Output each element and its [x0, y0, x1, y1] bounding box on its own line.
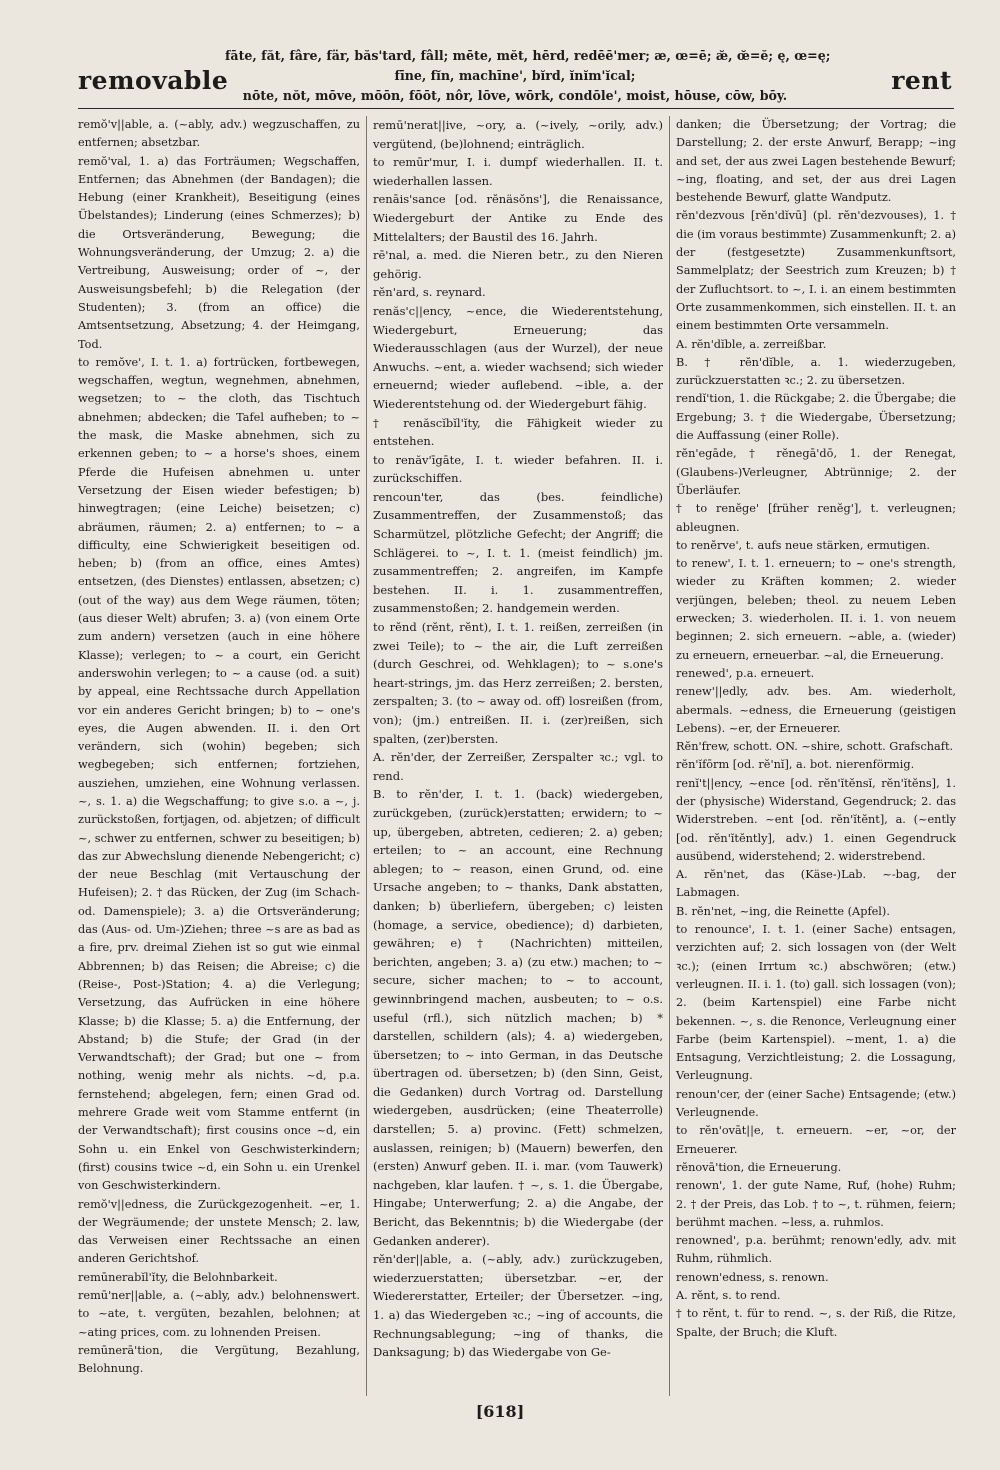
dictionary-entry: remŏ'v||edness, die Zurückgezogenheit. ~er, 1. der Wegräumende; der unstete Mensch; 2. law, das Verweisen einer Rechtssache an einen anderen Gerichtshof. [78, 1197, 360, 1266]
entry-column-3 [676, 116, 956, 1342]
dictionary-entry: rĕn'egāde, † rĕnegā'dō, 1. der Renegat, (Glaubens-)Verleugner, Abtrünnige; 2. der Überläufer. [676, 447, 956, 497]
dictionary-entry: Rĕn'frew, schott. ON. ~shire, schott. Grafschaft. [676, 740, 954, 754]
dictionary-entry: † to renĕge' [früher renĕg'], t. verleugnen; ableugnen. [676, 502, 956, 534]
dictionary-entry: to renew', I. t. 1. erneuern; to ~ one's strength, wieder zu Kräften kommen; 2. wieder verjüngen, beleben; theol. zu neuem Leben erwecken; 3. wiederholen. II. i. 1. von neuem beginnen; 2. sich erneuern. ~able, a. (wieder) zu erneuern, erneuerbar. ~al, die Erneuerung. [676, 557, 956, 662]
pronunciation-key [225, 46, 831, 106]
dictionary-entry: renāis'sance [od. rĕnäsŏns'], die Renaissance, Wiedergeburt der Antike zu Ende des Mittelalters; der Baustil des 16. Jahrh. [373, 192, 663, 244]
dictionary-entry: renăs'c||ency, ~ence, die Wiederentstehung, Wiedergeburt, Erneuerung; das Wiederausschlagen (aus der Wurzel), der neue Anwuchs. ~ent, a. wieder wachsend; sich wieder erneuernd; wieder auflebend. ~ible, a. der Wiederentstehung od. der Wiedergeburt fähig. [373, 303, 663, 411]
dictionary-entry: A. rĕn'dĭble, a. zerreißbar. [676, 337, 827, 351]
entry-column-2 [373, 116, 663, 1362]
dictionary-entry: to rĕnd (rĕnt, rĕnt), I. t. 1. reißen, zerreißen (in zwei Teile); to ~ the air, die Luft zerreißen (durch Geschrei, od. Wehklagen); to ~ s.one's heart-strings, jm. das Herz zerreißen; 2. bersten, zerspalten; 3. (to ~ away od. off) losreißen (from, von); (jm.) entreißen. II. i. (zer)reißen, sich spalten, (zer)bersten. [373, 620, 663, 746]
dictionary-entry: A. rĕn'net, das (Käse-)Lab. ~-bag, der Labmagen. [676, 868, 956, 900]
dictionary-entry: † renăscĭbĭl'ĭty, die Fähigkeit wieder zu entstehen. [373, 415, 663, 449]
dictionary-entry: renowned', p.a. berühmt; renown'edly, adv. mit Ruhm, rühmlich. [676, 1234, 956, 1266]
column-divider [669, 116, 670, 1396]
dictionary-entry: rĕn'der||able, a. (~ably, adv.) zurückzugeben, wiederzuerstatten; übersetzbar. ~er, der Wiedererstatter, Erteiler; der Übersetzer. ~ing, 1. a) das Wiedergeben ꝛc.; ~ing of accounts, die Rechnungsablegung; ~ing of thanks, die Danksagung; b) das Wiedergabe von Ge- [373, 1252, 663, 1360]
entry-column-1 [78, 116, 360, 1378]
dictionary-entry: to rĕn'ovāt||e, t. erneuern. ~er, ~or, der Erneuerer. [676, 1124, 956, 1156]
pronunciation-key-line: nōte, nŏt, mōve, mōōn, fōōt, nôr, lōve, wōrk, condōle', moist, hōuse, cōw, bōy. [242, 88, 788, 103]
running-header [0, 0, 1000, 110]
dictionary-entry: rendĭ'tion, 1. die Rückgabe; 2. die Übergabe; die Ergebung; 3. † die Wiedergabe, Übersetzung; die Auffassung (einer Rolle). [676, 392, 956, 443]
dictionary-entry: remŏ'val, 1. a) das Forträumen; Wegschaffen, Entfernen; das Abnehmen (der Bandagen); die Hebung (einer Krankheit), Beseitigung (eines Übelstandes); Linderung (eines Schmerzes); b) die Ortsveränderung, Bewegung; die Wohnungsveränderung, der Umzug; 2. a) die Vertreibung, Ausweisung; order of ~, der Ausweisungsbefehl; b) die Relegation (der Studenten); 3. (from an office) die Amtsentsetzung, Absetzung; 4. der Heimgang, Tod. [78, 154, 360, 351]
column-divider [366, 116, 367, 1396]
dictionary-entry: rĕn'ĭfōrm [od. rĕ'nĭ], a. bot. nierenförmig. [676, 758, 915, 772]
dictionary-entry: rĕn'dezvous [rĕn'dĭvū] (pl. rĕn'dezvouses), 1. † die (im voraus bestimmte) Zusammenkunft; 2. a) der (festgesetzte) Zusammenkunftsort, Sammelplatz; der Seestrich zum Kreuzen; b) † der Zufluchtsort. to ~, I. i. an einem bestimmten Orte zusammenkommen, sich einstellen. II. t. an einem bestimmten Orte versammeln. [676, 209, 957, 333]
dictionary-entry: to remŏve', I. t. 1. a) fortrücken, fortbewegen, wegschaffen, wegtun, wegnehmen, abnehmen, wegsetzen; to ~ the cloth, das Tischtuch abnehmen; abdecken; die Tafel aufheben; to ~ the mask, die Maske abnehmen, sich zu erkennen geben; to ~ a horse's shoes, einem Pferde die Hufeisen abnehmen u. unter Versetzung der Eisen wieder befestigen; b) hinwegtragen; (eine Leiche) beisetzen; c) abräumen, räumen; 2. a) entfernen; to ~ a difficulty, eine Schwierigkeit beseitigen od. heben; b) (from an office, eines Amtes) entsetzen, (des Dienstes) entlassen, absetzen; c) (out of the way) aus dem Wege räumen, töten; (aus dieser Welt) abrufen; 3. a) (von einem Orte zum andern) versetzen (auch in eine höhere Klasse); verlegen; to ~ a court, ein Gericht anderswohin verlegen; to ~ a cause (od. a suit) by appeal, eine Rechtssache durch Appellation vor ein anderes Gericht bringen; b) to ~ one's eyes, die Augen abwenden. II. i. den Ort verändern, sich (wohin) begeben; sich wegbegeben; sich entfernen; fortziehen, ausziehen, umziehen, eine Wohnung verlassen. ~, s. 1. a) die Wegschaffung; to give s.o. a ~, j. zurückstoßen, fortjagen, od. abjetzen; of difficult ~, schwer zu entfernen, schwer zu beseitigen; b) das zur Abwechslung dienende Nebengericht; c) der neue Beschlag (mit Vertauschung der Hufeisen); 2. † das Rücken, der Zug (im Schach- od. Damenspiele); 3. a) die Ortsveränderung; das (Aus- od. Um-)Ziehen; three ~s are as bad as a fire, prv. dreimal Ziehen ist so gut wie einmal Abbrennen; b) das Reisen; die Abreise; c) die (Reise-, Post-)Station; 4. a) die Verlegung; Versetzung, das Aufrücken in eine höhere Klasse; b) die Klasse; 5. a) die Entfernung, der Abstand; b) die Stufe; der Grad (in der Verwandtschaft); der Grad; but one ~ from nothing, wenig mehr als nichts. ~d, p.a. fernstehend; abgelegen, fern; einen Grad od. mehrere Grade weit vom Stamme entfernt (in der Verwandtschaft); first cousins once ~d, ein Sohn u. ein Enkel von Geschwisterkindern; (first) cousins twice ~d, ein Sohn u. ein Urenkel von Geschwisterkindern. [78, 355, 360, 1193]
dictionary-entry: to remūr'mur, I. i. dumpf wiederhallen. II. t. wiederhallen lassen. [373, 155, 663, 188]
dictionary-entry: remū'nerat||ive, ~ory, a. (~ively, ~orily, adv.) vergütend, (be)lohnend; einträglich. [373, 118, 663, 151]
dictionary-entry: renoun'cer, der (einer Sache) Entsagende; (etw.) Verleugnende. [676, 1087, 956, 1120]
dictionary-entry: renown', 1. der gute Name, Ruf, (hohe) Ruhm; 2. † der Preis, das Lob. † to ~, t. rühmen, feiern; berühmt machen. ~less, a. ruhmlos. [676, 1179, 956, 1229]
dictionary-entry: rē'nal, a. med. die Nieren betr., zu den Nieren gehörig. [373, 248, 663, 281]
dictionary-entry: to renounce', I. t. 1. (einer Sache) entsagen, verzichten auf; 2. sich lossagen von (der Welt ꝛc.); (einen Irrtum ꝛc.) abschwören; (etw.) verleugnen. II. i. 1. (to) gall. sich lossagen (von); 2. (beim Kartenspiel) eine Farbe nicht bekennen. ~, s. die Renonce, Verleugnung einer Farbe (beim Kartenspiel). ~ment, 1. a) die Entsagung, Verzichtleistung; 2. die Lossagung, Verleugnung. [676, 923, 956, 1083]
dictionary-entry: renewed', p.a. erneuert. [676, 666, 815, 680]
dictionary-entry: danken; die Übersetzung; der Vortrag; die Darstellung; 2. der erste Anwurf, Berapp; ~ing and set, der aus zwei Lagen bestehende Bewurf; ~ing, floating, and set, der aus drei Lagen bestehende Bewurf, glatte Wandputz. [676, 118, 956, 205]
dictionary-entry: remŏ'v||able, a. (~ably, adv.) wegzuschaffen, zu entfernen; absetzbar. [78, 118, 360, 150]
dictionary-entry: renown'edness, s. renown. [676, 1270, 829, 1284]
guide-word-left: removable [78, 66, 229, 95]
header-rule [78, 108, 954, 109]
dictionary-entry: rĕn'ard, s. reynard. [373, 285, 486, 300]
dictionary-entry: remūnerā'tion, die Vergütung, Bezahlung, Belohnung. [78, 1343, 360, 1376]
dictionary-entry: A. rĕn'der, der Zerreißer, Zerspalter ꝛc.; vgl. to rend. [373, 750, 663, 783]
page-number: [618] [475, 1402, 525, 1421]
dictionary-entry: to renĕrve', t. aufs neue stärken, ermutigen. [676, 538, 931, 552]
dictionary-entry: B. rĕn'net, ~ing, die Reinette (Apfel). [676, 904, 890, 918]
dictionary-entry: remū'ner||able, a. (~ably, adv.) belohnenswert. to ~ate, t. vergüten, bezahlen, belohnen; at ~ating prices, com. zu lohnenden Preisen. [78, 1289, 360, 1339]
dictionary-entry: B. to rĕn'der, I. t. 1. (back) wiedergeben, zurückgeben, (zurück)erstatten; erwidern; to ~ up, übergeben, abtreten, cedieren; 2. a) geben; erteilen; to ~ an account, eine Rechnung ablegen; to ~ reason, einen Grund, od. eine Ursache angeben; to ~ thanks, Dank abstatten, danken; b) überliefern, übergeben; c) leisten (homage, a service, obedience); d) darbieten, gewähren; e) † (Nachrichten) mitteilen, berichten, angeben; 3. a) (zu etw.) machen; to ~ secure, sicher machen; to ~ to account, gewinnbringend machen, ausbeuten; to ~ o.s. useful (rfl.), sich nützlich machen; b) * darstellen, schildern (als); 4. a) wiedergeben, übersetzen; to ~ into German, in das Deutsche übertragen od. übersetzen; b) (den Sinn, Geist, die Gedanken) durch Vortrag od. Darstellung wiedergeben, ausdrücken; (eine Theaterrolle) darstellen; 5. a) provinc. (Fett) schmelzen, auslassen, reinigen; b) (Mauern) bewerfen, den (ersten) Anwurf geben. II. i. mar. (vom Tauwerk) nachgeben, klar laufen. † ~, s. 1. die Übergabe, Hingabe; Unterwerfung; 2. a) die Angabe, der Bericht, das Bekenntnis; b) die Wiedergabe (der Gedanken anderer). [373, 787, 663, 1248]
guide-word-right: rent [891, 66, 952, 95]
dictionary-entry: B. † rĕn'dĭble, a. 1. wiederzugeben, zurückzuerstatten ꝛc.; 2. zu übersetzen. [676, 355, 956, 388]
dictionary-entry: A. rĕnt, s. to rend. [676, 1289, 781, 1302]
pronunciation-key-line: fāte, făt, fâre, fär, băs'tard, fâll; mēte, mĕt, hērd, redēē'mer; æ, œ=ē; æ̆, œ̆=ĕ; ę, œ=ę; [225, 48, 831, 63]
dictionary-entry: renew'||edly, adv. bes. Am. wiederholt, abermals. ~edness, die Erneuerung (geistigen Lebens). ~er, der Erneuerer. [676, 685, 956, 735]
dictionary-entry: rencoun'ter, das (bes. feindliche) Zusammentreffen, der Zusammenstoß; das Scharmützel, plötzliche Gefecht; der Angriff; die Schlägerei. to ~, I. t. 1. (meist feindlich) jm. zusammentreffen; 2. angreifen, im Kampfe bestehen. II. i. 1. zusammentreffen, zusammenstoßen; 2. handgemein werden. [373, 489, 663, 616]
dictionary-entry: rĕnovā'tion, die Erneuerung. [676, 1160, 842, 1174]
dictionary-entry: remūnerabĭl'ĭty, die Belohnbarkeit. [78, 1270, 278, 1284]
dictionary-entry: renĭ't||ency, ~ence [od. rĕn'ĭtĕnsĭ, rĕn'ĭtĕns], 1. der (physische) Widerstand, Gegendruck; 2. das Widerstreben. ~ent [od. rĕn'ĭtĕnt], a. (~ently [od. rĕn'ĭtĕntly], adv.) 1. einen Gegendruck ausübend, widerstehend; 2. widerstrebend. [676, 776, 956, 863]
dictionary-entry: to renăv'īgāte, I. t. wieder befahren. II. i. zurückschiffen. [373, 452, 663, 486]
dictionary-entry: † to rĕnt, t. für to rend. ~, s. der Riß, die Ritze, Spalte, der Bruch; die Kluft. [676, 1307, 956, 1339]
pronunciation-key-line: fīne, fĭn, machīne', bĭrd, ĭnĭm'ĭcal; [394, 68, 636, 83]
